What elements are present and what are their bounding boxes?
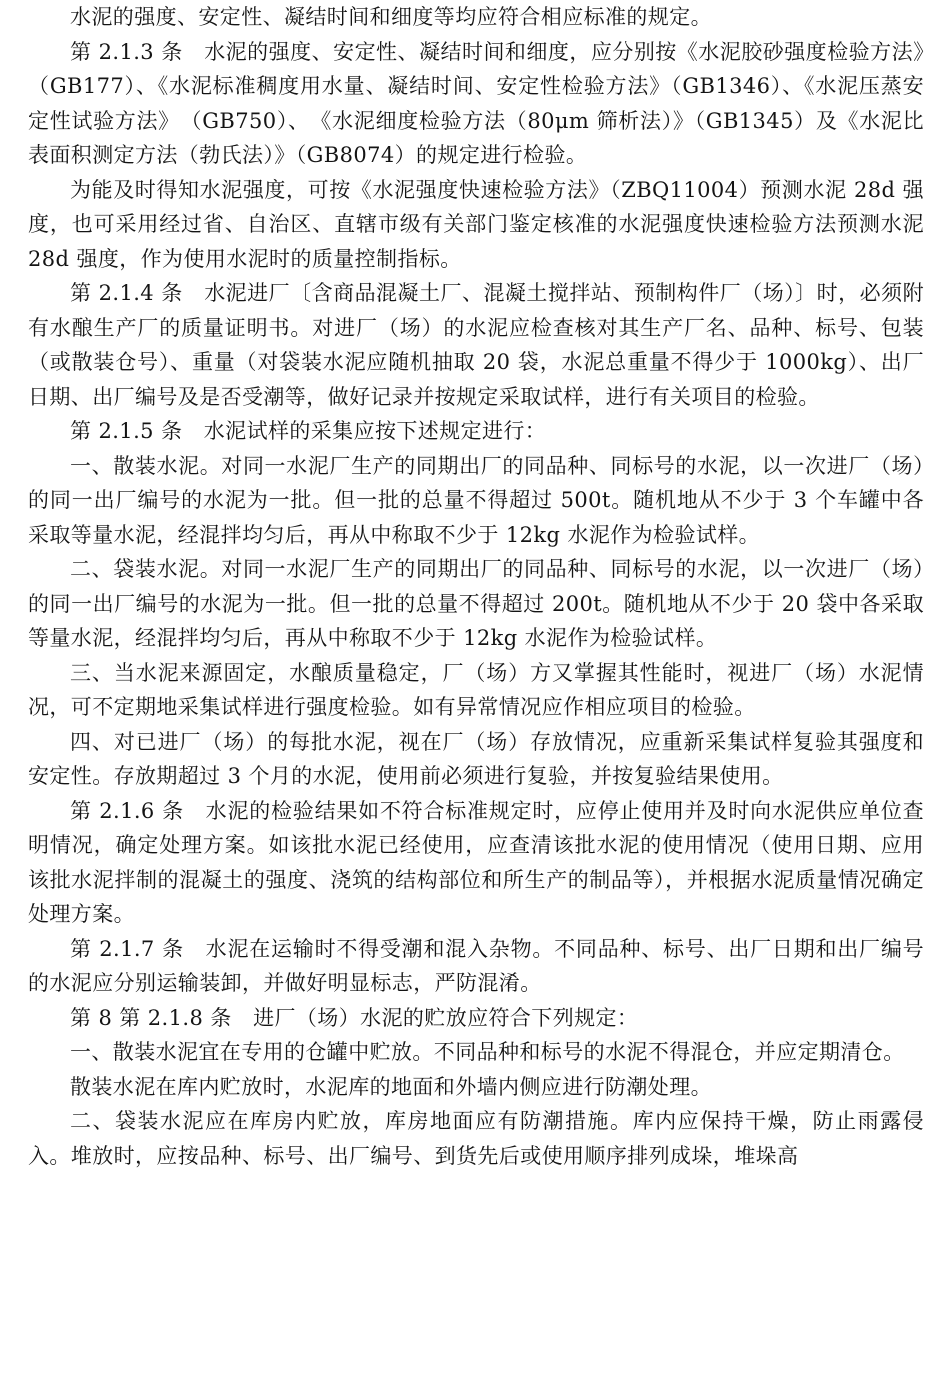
paragraph-rapid-test: 为能及时得知水泥强度，可按《水泥强度快速检验方法》（ZBQ11004）预测水泥 28d 强度，也可采用经过省、自治区、直辖市级有关部门鉴定核准的水泥强度快速检验方法预测水泥 28d 强度，作为使用水泥时的质量控制指标。 (28, 177, 924, 271)
paragraph-bagged-cement: 二、袋装水泥。对同一水泥厂生产的同期出厂的同品种、同标号的水泥，以一次进厂（场）的同一出厂编号的水泥为一批。但一批的总量不得超过 200t。随机地从不少于 20 袋中各采取等量水泥，经混拌均匀后，再从中称取不少于 12kg 水泥作为检验试样。 (28, 557, 924, 650)
paragraph-moisture-proofing: 散装水泥在库内贮放时，水泥库的地面和外墙内侧应进行防潮处理。 (70, 1074, 712, 1099)
paragraph-article-2-1-3: 第 2.1.3 条 水泥的强度、安定性、凝结时间和细度，应分别按《水泥胶砂强度检验方法》（GB177）、《水泥标准稠度用水量、凝结时间、安定性检验方法》（GB1346）、《水泥压蒸安定性试验方法》 （GB750）、 《水泥细度检验方法（80μm 筛析法）》（GB1345）及《水泥比表面积测定方法（勃氏法）》（GB8074）的规定进行检验。 (28, 39, 924, 167)
paragraph-bulk-cement: 一、散装水泥。对同一水泥厂生产的同期出厂的同品种、同标号的水泥，以一次进厂（场）的同一出厂编号的水泥为一批。但一批的总量不得超过 500t。随机地从不少于 3 个车罐中各采取等量水泥，经混拌均匀后，再从中称取不少于 12kg 水泥作为检验试样。 (28, 453, 924, 547)
paragraph-article-2-1-8: 第 8 第 2.1.8 条 进厂（场）水泥的贮放应符合下列规定： (70, 1005, 639, 1030)
paragraph-article-2-1-7: 第 2.1.7 条 水泥在运输时不得受潮和混入杂物。不同品种、标号、出厂日期和出厂编号的水泥应分别运输装卸，并做好明显标志，严防混淆。 (28, 936, 924, 995)
paragraph-retest: 四、对已进厂（场）的每批水泥，视在厂（场）存放情况，应重新采集试样复验其强度和安定性。存放期超过 3 个月的水泥，使用前必须进行复验，并按复验结果使用。 (28, 729, 924, 788)
paragraph-bagged-storage: 二、袋装水泥应在库房内贮放，库房地面应有防潮措施。库内应保持干燥，防止雨露侵入。堆放时，应按品种、标号、出厂编号、到货先后或使用顺序排列成垛，堆垛高 (28, 1109, 924, 1168)
paragraph-cement-standards: 水泥的强度、安定性、凝结时间和细度等均应符合相应标准的规定。 (70, 5, 712, 29)
paragraph-fixed-source: 三、当水泥来源固定，水酿质量稳定，厂（场）方又掌握其性能时，视进厂（场）水泥情况，可不定期地采集试样进行强度检验。如有异常情况应作相应项目的检验。 (28, 660, 924, 719)
paragraph-article-2-1-6: 第 2.1.6 条 水泥的检验结果如不符合标准规定时，应停止使用并及时向水泥供应单位查明情况，确定处理方案。如该批水泥已经使用，应查清该批水泥的使用情况（使用日期、应用该批水泥拌制的混凝土的强度、浇筑的结构部位和所生产的制品等），并根据水泥质量情况确定处理方案。 (28, 798, 924, 926)
paragraph-bulk-storage: 一、散装水泥宜在专用的仓罐中贮放。不同品种和标号的水泥不得混仓，并应定期清仓。 (70, 1040, 905, 1064)
paragraph-article-2-1-5: 第 2.1.5 条 水泥试样的采集应按下述规定进行： (70, 419, 547, 443)
document-body (28, 0, 924, 1173)
paragraph-article-2-1-4: 第 2.1.4 条 水泥进厂〔含商品混凝土厂、混凝土搅拌站、预制构件厂（场）〕时，必须附有水酿生产厂的质量证明书。对进厂（场）的水泥应检查核对其生产厂名、品种、标号、包装（或散装仓号）、重量（对袋装水泥应随机抽取 20 袋，水泥总重量不得少于 1000kg）、出厂日期、出厂编号及是否受潮等，做好记录并按规定采取试样，进行有关项目的检验。 (28, 281, 924, 409)
